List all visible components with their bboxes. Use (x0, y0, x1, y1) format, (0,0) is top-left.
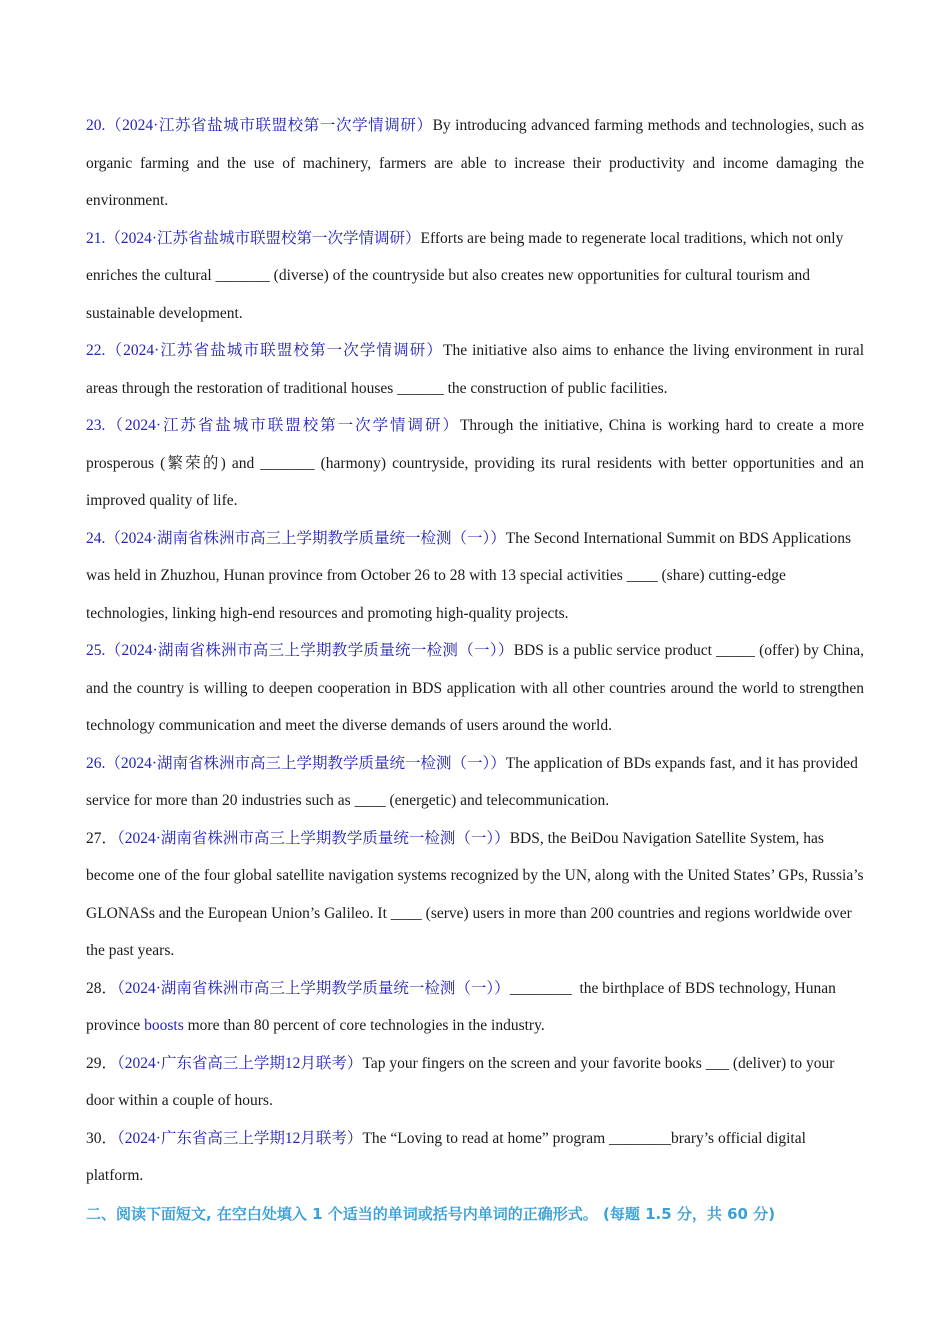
question-text: Through the initiative, China is working hard to create a more prosperous (繁荣的) and _______ (harmony) countryside, providing its rural residents with better opportunities and an improved quality of life. (86, 417, 865, 509)
question-24 (86, 520, 864, 633)
question-text-end: more than 80 percent of core technologies in the industry. (183, 1017, 545, 1034)
question-number: 28． (86, 979, 118, 997)
question-text: The “Loving to read at home” program ________brary’s official digital platform. (86, 1129, 806, 1184)
question-number: 22. (86, 342, 106, 359)
question-30 (86, 1120, 864, 1195)
question-number: 26. (86, 754, 106, 772)
question-25 (86, 632, 864, 745)
question-26 (86, 745, 864, 820)
question-source: （2024·江苏省盐城市联盟校第一次学情调研） (105, 117, 433, 134)
question-27 (86, 820, 864, 970)
question-number: 29． (86, 1054, 118, 1072)
question-number: 21. (86, 229, 106, 247)
question-source: （2024·湖南省株洲市高三上学期教学质量统一检测（一）） (105, 529, 506, 547)
question-source: （2024·湖南省株洲市高三上学期教学质量统一检测（一）） (105, 754, 506, 772)
question-21 (86, 220, 864, 333)
question-source: （2024·湖南省株洲市高三上学期教学质量统一检测（一）） (117, 979, 510, 997)
question-number: 27． (86, 829, 118, 847)
question-text: BDS, the BeiDou Navigation Satellite System, has become one of the four global satellite navigation systems recognized by the UN, along with the United States’ GPs, Russia’s GLONASs and the European Union’s Galileo. It ____ (serve) users in more than 200 countries and regions worldwide over the past years. (86, 829, 864, 959)
question-source: （2024·广东省高三上学期12月联考） (117, 1054, 363, 1072)
question-20 (86, 107, 864, 220)
question-number: 24. (86, 529, 106, 547)
question-source: （2024·湖南省株洲市高三上学期教学质量统一检测（一）） (105, 642, 514, 659)
question-source: （2024·广东省高三上学期12月联考） (117, 1129, 363, 1147)
question-source: （2024·江苏省盐城市联盟校第一次学情调研） (105, 417, 460, 434)
question-23 (86, 407, 864, 520)
question-list (86, 107, 864, 1233)
question-number: 23. (86, 417, 106, 434)
question-text: ________ the birthplace of BDS technology, Hunan province (86, 979, 840, 1034)
question-28 (86, 970, 864, 1045)
question-number: 30． (86, 1129, 118, 1147)
question-text: Efforts are being made to regenerate local traditions, which not only enriches the cultural _______ (diverse) of the countryside but also creates new opportunities for cultural tourism and sustainable development. (86, 229, 844, 322)
question-text: The initiative also aims to enhance the living environment in rural areas through the restoration of traditional houses ______ the construction of public facilities. (86, 342, 864, 397)
question-source: （2024·湖南省株洲市高三上学期教学质量统一检测（一）） (117, 829, 510, 847)
question-number: 20. (86, 117, 106, 134)
question-text: The Second International Summit on BDS Applications was held in Zhuzhou, Hunan province from October 26 to 28 with 13 special activities ____ (share) cutting-edge technologies, linking high-end resources and promoting high-quality projects. (86, 529, 852, 622)
highlighted-word: boosts (144, 1017, 184, 1034)
question-source: （2024·江苏省盐城市联盟校第一次学情调研） (105, 229, 421, 247)
section-heading: 二、阅读下面短文, 在空白处填入 1 个适当的单词或括号内单词的正确形式。 (每题 1.5 分，共 60 分) (86, 1204, 776, 1223)
question-29 (86, 1045, 864, 1120)
question-text: The application of BDs expands fast, and it has provided service for more than 20 industries such as ____ (energetic) and telecommunication. (86, 754, 858, 809)
question-source: （2024·江苏省盐城市联盟校第一次学情调研） (105, 342, 443, 359)
question-22 (86, 332, 864, 407)
question-text: By introducing advanced farming methods and technologies, such as organic farming and the use of machinery, farmers are able to increase their productivity and income damaging the environment. (86, 117, 864, 209)
question-text: Tap your fingers on the screen and your favorite books ___ (deliver) to your door within a couple of hours. (86, 1054, 835, 1109)
question-number: 25. (86, 642, 106, 659)
question-text: BDS is a public service product _____ (offer) by China, and the country is willing to deepen cooperation in BDS application with all other countries around the world to strengthen technology communication and meet the diverse demands of users around the world. (86, 642, 864, 734)
